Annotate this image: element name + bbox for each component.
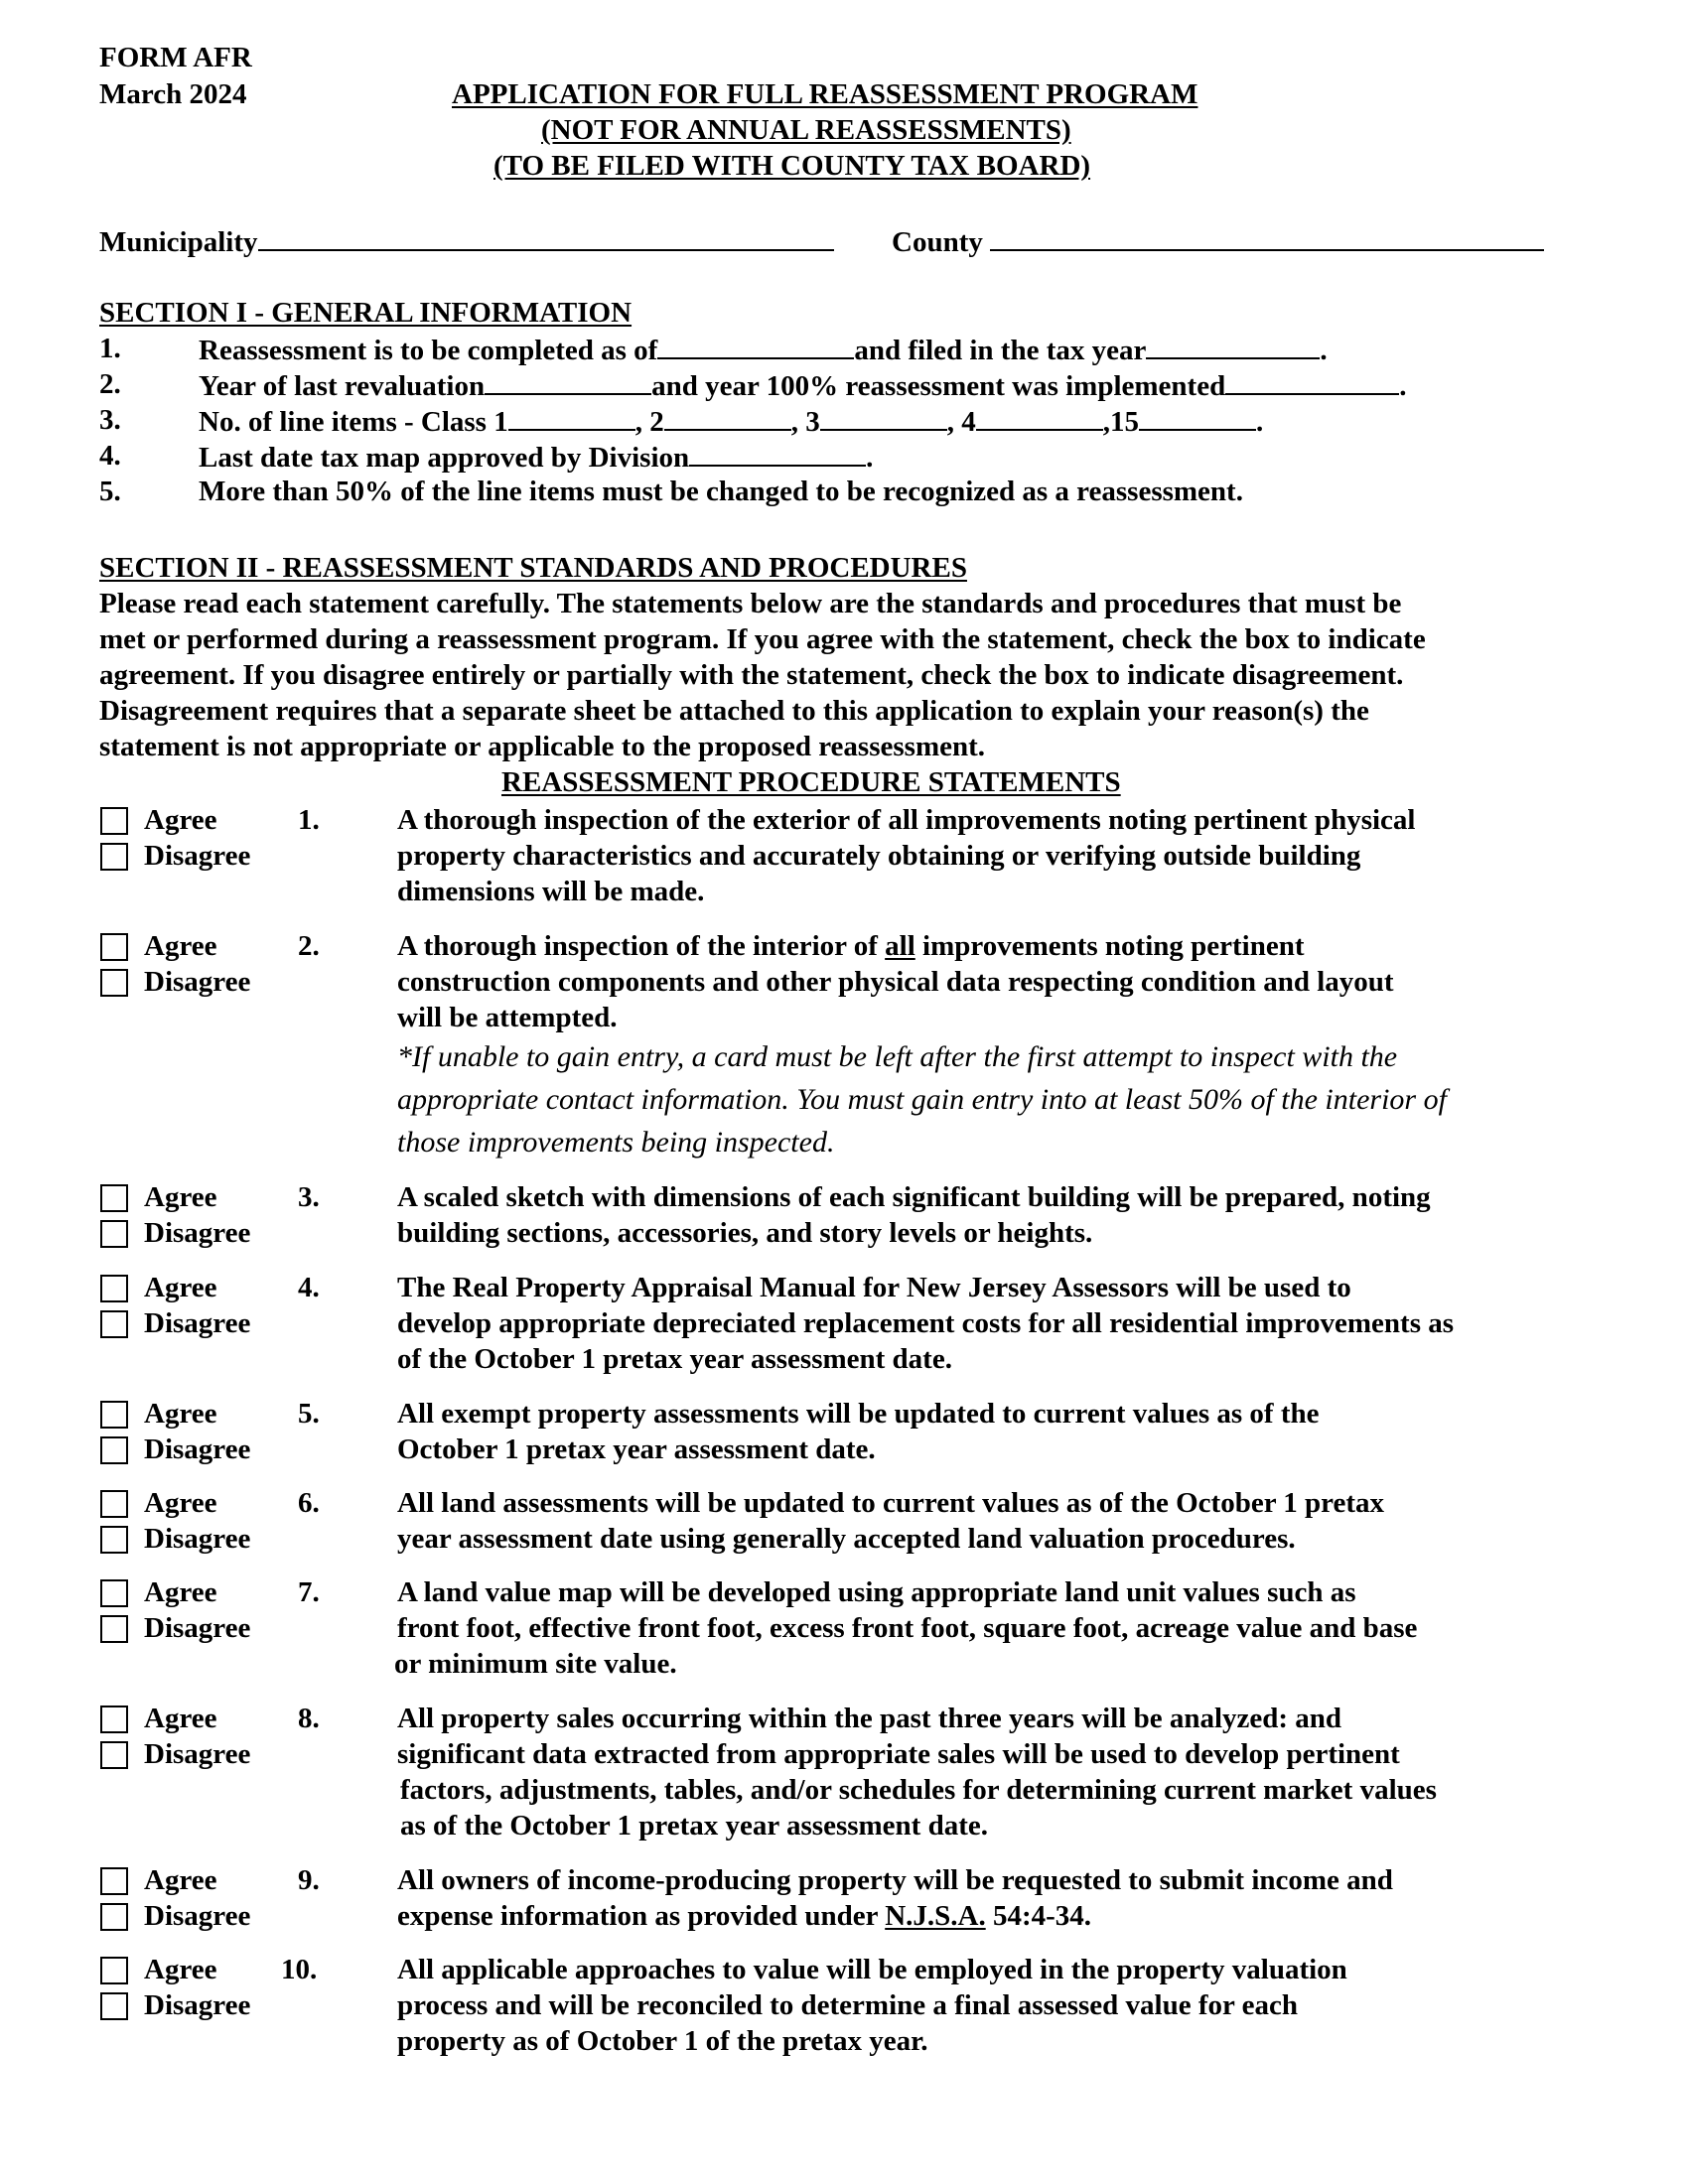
agree-checkbox-5[interactable] [100,1401,128,1429]
statement-text: The Real Property Appraisal Manual for New Jersey Assessors will be used to [397,1272,1351,1303]
statement-number: 5. [298,1398,320,1430]
disagree-label: Disagree [144,1307,251,1339]
agree-label: Agree [144,1398,217,1430]
agree-checkbox-7[interactable] [100,1579,128,1607]
section-2-heading: SECTION II - REASSESSMENT STANDARDS AND PROCEDURES [99,552,967,584]
statement-text: develop appropriate depreciated replacement costs for all residential improvements as [397,1307,1455,1339]
item-text: . [866,442,874,474]
statement-text: building sections, accessories, and story levels or heights. [397,1217,1093,1249]
municipality-input[interactable] [258,222,834,251]
agree-label: Agree [144,1487,217,1519]
statement-text: will be attempted. [397,1002,618,1033]
section-1-num-1: 1. [99,333,121,364]
section-1-heading: SECTION I - GENERAL INFORMATION [99,297,633,329]
statement-number: 2. [298,930,320,962]
county-label: County [892,226,983,258]
item-text: and year 100% reassessment was implemented [651,370,1226,402]
statement-number: 6. [298,1487,320,1519]
statement-text-part: 54:4-34. [985,1900,1092,1932]
statement-text: property as of October 1 of the pretax year. [397,2025,928,2057]
statement-text: All land assessments will be updated to current values as of the October 1 pretax [397,1487,1385,1519]
statement-text: dimensions will be made. [397,876,705,907]
statement-number: 7. [298,1576,320,1608]
statement-text: as of the October 1 pretax year assessment date. [400,1810,988,1842]
form-date: March 2024 [99,78,247,110]
section-2-intro-line: met or performed during a reassessment program. If you agree with the statement, check the box to indicate [99,623,1426,655]
item-text: Reassessment is to be completed as of [199,335,658,366]
statement-number: 1. [298,804,320,836]
statement-text: front foot, effective front foot, excess front foot, square foot, acreage value and base [397,1612,1418,1644]
page-title: APPLICATION FOR FULL REASSESSMENT PROGRAM [452,78,1198,110]
statement-text: year assessment date using generally accepted land valuation procedures. [397,1523,1296,1555]
disagree-checkbox-3[interactable] [100,1220,128,1248]
item-text: . [1320,335,1328,366]
agree-checkbox-6[interactable] [100,1490,128,1518]
statement-text: All exempt property assessments will be updated to current values as of the [397,1398,1320,1430]
statement-text: A scaled sketch with dimensions of each significant building will be prepared, noting [397,1181,1431,1213]
county-row [892,222,1544,260]
statement-note: those improvements being inspected. [397,1126,835,1159]
disagree-label: Disagree [144,840,251,872]
item-text: , 2 [634,406,664,438]
municipality-label: Municipality [99,226,258,258]
statement-text-part: improvements noting pertinent [914,930,1305,962]
agree-label: Agree [144,1703,217,1734]
class-4-input[interactable] [976,402,1103,431]
section-1-num-4: 4. [99,440,121,472]
disagree-checkbox-6[interactable] [100,1526,128,1554]
statement-text: property characteristics and accurately obtaining or verifying outside building [397,840,1361,872]
statement-text: All applicable approaches to value will be employed in the property valuation [397,1954,1347,1985]
section-1-num-5: 5. [99,476,121,507]
agree-checkbox-9[interactable] [100,1867,128,1895]
item-text: Year of last revaluation [199,370,486,402]
item-text: , 3 [790,406,820,438]
statement-text: significant data extracted from appropriate sales will be used to develop pertinent [397,1738,1400,1770]
section-1-num-2: 2. [99,368,121,400]
county-input[interactable] [990,222,1544,251]
disagree-checkbox-2[interactable] [100,969,128,997]
statement-number: 10. [281,1954,318,1985]
section-2-intro-line: statement is not appropriate or applicable to the proposed reassessment. [99,731,986,762]
disagree-checkbox-8[interactable] [100,1741,128,1769]
section-1-item-3 [199,402,1263,440]
tax-map-date-input[interactable] [689,438,866,467]
disagree-label: Disagree [144,1989,251,2021]
item-text: . [1399,370,1407,402]
statement-text: October 1 pretax year assessment date. [397,1433,876,1465]
statement-text: process and will be reconciled to determine a final assessed value for each [397,1989,1298,2021]
disagree-label: Disagree [144,1217,251,1249]
statement-text: of the October 1 pretax year assessment date. [397,1343,952,1375]
disagree-label: Disagree [144,966,251,998]
agree-label: Agree [144,804,217,836]
agree-label: Agree [144,1864,217,1896]
disagree-label: Disagree [144,1738,251,1770]
class-3-input[interactable] [820,402,947,431]
form-id: FORM AFR [99,42,252,73]
agree-label: Agree [144,930,217,962]
agree-checkbox-1[interactable] [100,807,128,835]
statement-text: A thorough inspection of the exterior of all improvements noting pertinent physical [397,804,1416,836]
agree-checkbox-4[interactable] [100,1275,128,1302]
statement-text: All owners of income-producing property will be requested to submit income and [397,1864,1393,1896]
item-text: , 4 [946,406,976,438]
disagree-checkbox-7[interactable] [100,1615,128,1643]
disagree-label: Disagree [144,1523,251,1555]
last-revaluation-input[interactable] [485,366,651,395]
statement-text: construction components and other physical data respecting condition and layout [397,966,1394,998]
section-2-intro-line: agreement. If you disagree entirely or partially with the statement, check the box to indicate disagreement. [99,659,1404,691]
statement-number: 4. [298,1272,320,1303]
disagree-checkbox-4[interactable] [100,1310,128,1338]
section-1-item-2 [199,366,1406,404]
class-1-input[interactable] [508,402,635,431]
statement-text-emphasis: all [885,930,915,962]
agree-label: Agree [144,1181,217,1213]
section-2-intro-line: Please read each statement carefully. The statements below are the standards and procedures that must be [99,588,1402,619]
implemented-year-input[interactable] [1225,366,1399,395]
statement-number: 8. [298,1703,320,1734]
municipality-row [99,222,834,260]
statement-text: All property sales occurring within the past three years will be analyzed: and [397,1703,1342,1734]
agree-checkbox-3[interactable] [100,1184,128,1212]
statement-text-part: A thorough inspection of the interior of [397,930,886,962]
statements-subheading: REASSESSMENT PROCEDURE STATEMENTS [501,766,1121,798]
section-1-num-3: 3. [99,404,121,436]
class-2-input[interactable] [664,402,791,431]
item-text: No. of line items - Class 1 [199,406,508,438]
statement-number: 3. [298,1181,320,1213]
class-15-input[interactable] [1139,402,1256,431]
agree-label: Agree [144,1954,217,1985]
agree-label: Agree [144,1272,217,1303]
statement-text: factors, adjustments, tables, and/or schedules for determining current market values [400,1774,1437,1806]
statement-note: *If unable to gain entry, a card must be left after the first attempt to inspect with the [397,1040,1398,1073]
statute-reference: N.J.S.A. [885,1900,986,1932]
statement-text [397,928,1305,964]
page-subtitle-2: (TO BE FILED WITH COUNTY TAX BOARD) [493,150,1091,182]
agree-checkbox-2[interactable] [100,933,128,961]
statement-text: A land value map will be developed using appropriate land unit values such as [397,1576,1356,1608]
item-text: . [1255,406,1264,438]
item-text: Last date tax map approved by Division [199,442,690,474]
statement-note: appropriate contact information. You must gain entry into at least 50% of the interior of [397,1083,1447,1116]
statement-text [397,1898,1091,1934]
disagree-label: Disagree [144,1612,251,1644]
agree-label: Agree [144,1576,217,1608]
item-text: and filed in the tax year [854,335,1147,366]
statement-number: 9. [298,1864,320,1896]
agree-checkbox-10[interactable] [100,1957,128,1984]
tax-year-input[interactable] [1146,331,1320,359]
section-1-item-1 [199,331,1328,368]
disagree-checkbox-1[interactable] [100,843,128,871]
disagree-checkbox-5[interactable] [100,1436,128,1464]
disagree-checkbox-10[interactable] [100,1992,128,2020]
section-1-item-5: More than 50% of the line items must be changed to be recognized as a reassessment. [199,476,1243,507]
section-2-intro-line: Disagreement requires that a separate sheet be attached to this application to explain your reason(s) the [99,695,1369,727]
statement-text: or minimum site value. [394,1648,677,1680]
completion-date-input[interactable] [657,331,854,359]
statement-text-part: expense information as provided under [397,1900,886,1932]
disagree-checkbox-9[interactable] [100,1903,128,1931]
page-subtitle: (NOT FOR ANNUAL REASSESSMENTS) [541,114,1071,146]
item-text: ,15 [1102,406,1139,438]
disagree-label: Disagree [144,1433,251,1465]
disagree-label: Disagree [144,1900,251,1932]
section-1-item-4 [199,438,873,476]
agree-checkbox-8[interactable] [100,1706,128,1733]
